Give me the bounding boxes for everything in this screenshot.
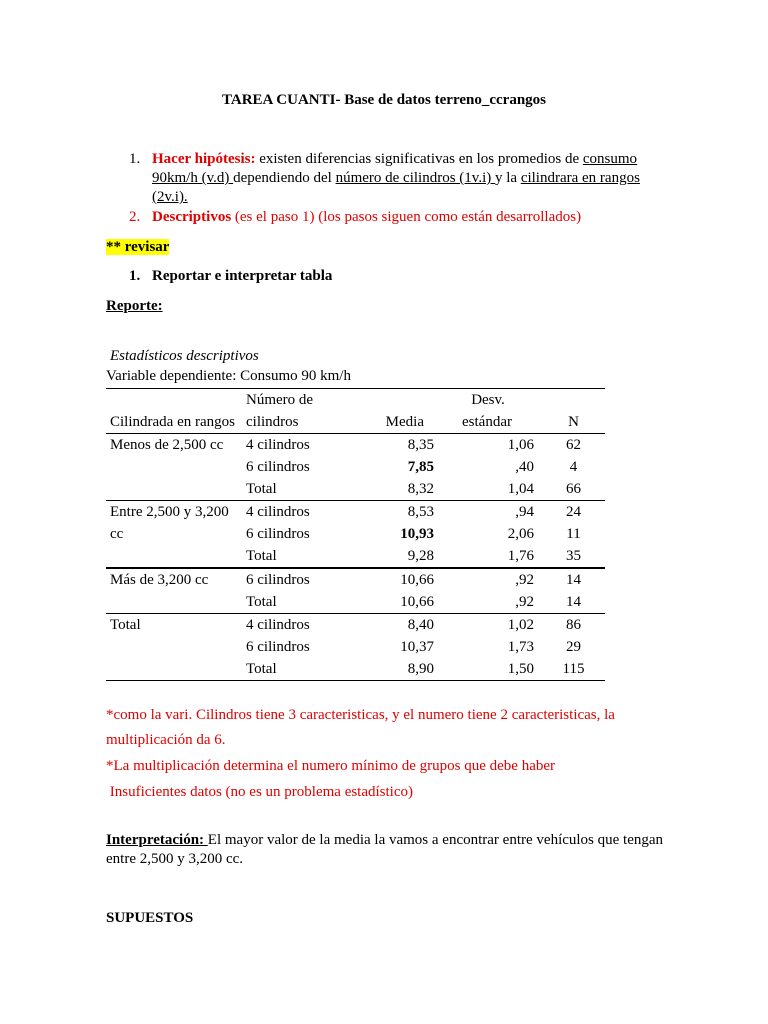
note-line-3: *La multiplicación determina el numero mínimo de grupos que debe haber bbox=[106, 758, 556, 774]
header-row bbox=[106, 389, 605, 412]
sd-cell: 1,06 bbox=[507, 437, 534, 453]
table-row bbox=[106, 456, 605, 478]
document-title: TAREA CUANTI- Base de datos terreno_ccrangos bbox=[221, 92, 546, 108]
sd-cell: ,92 bbox=[438, 568, 538, 591]
n-cell: 29 bbox=[566, 639, 581, 655]
table-row bbox=[106, 545, 605, 568]
hypothesis-independent-var-1: número de cilindros (1v.i) bbox=[335, 170, 495, 186]
cyl-cell: 6 cilindros bbox=[246, 639, 310, 655]
header-cyl-line1: Número de bbox=[242, 389, 342, 412]
sd-cell: 1,73 bbox=[507, 639, 534, 655]
cyl-cell: 4 cilindros bbox=[246, 437, 310, 453]
group-label: Más de 3,200 cc bbox=[106, 568, 242, 591]
table-row bbox=[106, 636, 605, 658]
n-cell: 62 bbox=[566, 437, 581, 453]
group-label: Entre 2,500 y 3,200 bbox=[106, 501, 242, 524]
interpretation-text: El mayor valor de la media la vamos a encontrar entre vehículos que tengan entre 2,500 y 3,200 cc. bbox=[106, 832, 664, 867]
header-sd-line2: estándar bbox=[438, 411, 538, 434]
list-number: 2. bbox=[129, 209, 141, 225]
mean-cell: 8,90 bbox=[342, 658, 438, 681]
revisar-note bbox=[106, 238, 169, 257]
cyl-cell: 6 cilindros bbox=[246, 459, 310, 475]
hypothesis-dependent-var: consumo 90km/h (v.d) bbox=[152, 151, 638, 186]
sd-cell: ,92 bbox=[515, 594, 534, 610]
table-row bbox=[106, 434, 605, 457]
step-number: 1. bbox=[129, 268, 141, 284]
cyl-cell: 4 cilindros bbox=[242, 501, 342, 524]
descriptivos-text: (es el paso 1) (los pasos siguen como están desarrollados) bbox=[231, 209, 582, 225]
mean-cell: 10,66 bbox=[342, 568, 438, 591]
mean-cell: 8,32 bbox=[407, 481, 434, 497]
cyl-cell: Total bbox=[246, 548, 277, 564]
list-item-descriptivos bbox=[129, 208, 649, 227]
sd-cell: 2,06 bbox=[507, 526, 534, 542]
group-label: Total bbox=[106, 614, 242, 637]
descriptive-stats-table bbox=[106, 388, 605, 681]
note-line-2: multiplicación da 6. bbox=[106, 732, 226, 748]
cyl-cell: 6 cilindros bbox=[246, 526, 310, 542]
n-cell: 24 bbox=[538, 501, 605, 524]
mean-cell: 8,35 bbox=[407, 437, 434, 453]
mean-cell: 8,40 bbox=[342, 614, 438, 637]
table-caption: Estadísticos descriptivos bbox=[110, 348, 259, 364]
mean-cell: 7,85 bbox=[407, 459, 434, 475]
mean-cell: 10,37 bbox=[400, 639, 434, 655]
note-line-4: Insuficientes datos (no es un problema estadístico) bbox=[106, 784, 414, 800]
mean-cell: 8,53 bbox=[342, 501, 438, 524]
cyl-cell: Total bbox=[246, 594, 277, 610]
cyl-cell: Total bbox=[242, 658, 342, 681]
mean-cell: 10,66 bbox=[400, 594, 434, 610]
step-label: Reportar e interpretar tabla bbox=[152, 268, 333, 284]
cyl-cell: Total bbox=[246, 481, 277, 497]
group-label-cont: cc bbox=[110, 526, 124, 542]
header-sd-line1: Desv. bbox=[438, 389, 538, 412]
header-cyl-line2: cilindros bbox=[242, 411, 342, 434]
sd-cell: ,94 bbox=[438, 501, 538, 524]
hypothesis-text-2: dependiendo del bbox=[233, 170, 336, 186]
table-row bbox=[106, 523, 605, 545]
group-label: Menos de 2,500 cc bbox=[110, 437, 224, 453]
step-heading bbox=[129, 268, 332, 285]
n-cell: 86 bbox=[538, 614, 605, 637]
list-item-hypothesis bbox=[129, 150, 649, 207]
n-cell: 35 bbox=[566, 548, 581, 564]
supuestos-heading: SUPUESTOS bbox=[106, 910, 194, 926]
hypothesis-text-3: y la bbox=[494, 170, 521, 186]
table-row bbox=[106, 591, 605, 614]
table-row bbox=[106, 501, 605, 524]
interpretation-paragraph bbox=[106, 831, 666, 869]
note-line-1: *como la vari. Cilindros tiene 3 caracteristicas, y el numero tiene 2 caracteristicas, la bbox=[106, 707, 615, 723]
reporte-heading: Reporte: bbox=[106, 298, 163, 314]
interpretation-label: Interpretación: bbox=[106, 832, 208, 848]
sd-cell: 1,50 bbox=[438, 658, 538, 681]
dependent-variable-label: Variable dependiente: Consumo 90 km/h bbox=[106, 368, 351, 384]
sd-cell: ,40 bbox=[515, 459, 534, 475]
list-number: 1. bbox=[129, 151, 141, 167]
header-n: N bbox=[538, 411, 605, 434]
sd-cell: 1,02 bbox=[438, 614, 538, 637]
table-row bbox=[106, 478, 605, 501]
n-cell: 14 bbox=[538, 568, 605, 591]
cyl-cell: 4 cilindros bbox=[242, 614, 342, 637]
header-media: Media bbox=[342, 411, 438, 434]
n-cell: 11 bbox=[566, 526, 581, 542]
descriptivos-label: Descriptivos bbox=[152, 209, 232, 225]
table-row bbox=[106, 614, 605, 637]
hypothesis-independent-var-2: cilindrara en rangos (2v.i). bbox=[152, 170, 640, 205]
hypothesis-text-1: existen diferencias significativas en los promedios de bbox=[255, 151, 583, 167]
sd-cell: 1,76 bbox=[507, 548, 534, 564]
n-cell: 4 bbox=[569, 459, 578, 475]
table-row bbox=[106, 568, 605, 591]
cyl-cell: 6 cilindros bbox=[242, 568, 342, 591]
n-cell: 66 bbox=[566, 481, 581, 497]
sd-cell: 1,04 bbox=[507, 481, 534, 497]
n-cell: 14 bbox=[566, 594, 581, 610]
header-cilindrada: Cilindrada en rangos bbox=[106, 411, 242, 434]
n-cell: 115 bbox=[538, 658, 605, 681]
header-row-2 bbox=[106, 411, 605, 434]
table-row bbox=[106, 658, 605, 681]
hypothesis-label: Hacer hipótesis: bbox=[152, 151, 256, 167]
mean-cell: 10,93 bbox=[400, 526, 434, 542]
revisar-highlight: ** revisar bbox=[106, 239, 170, 255]
mean-cell: 9,28 bbox=[407, 548, 434, 564]
